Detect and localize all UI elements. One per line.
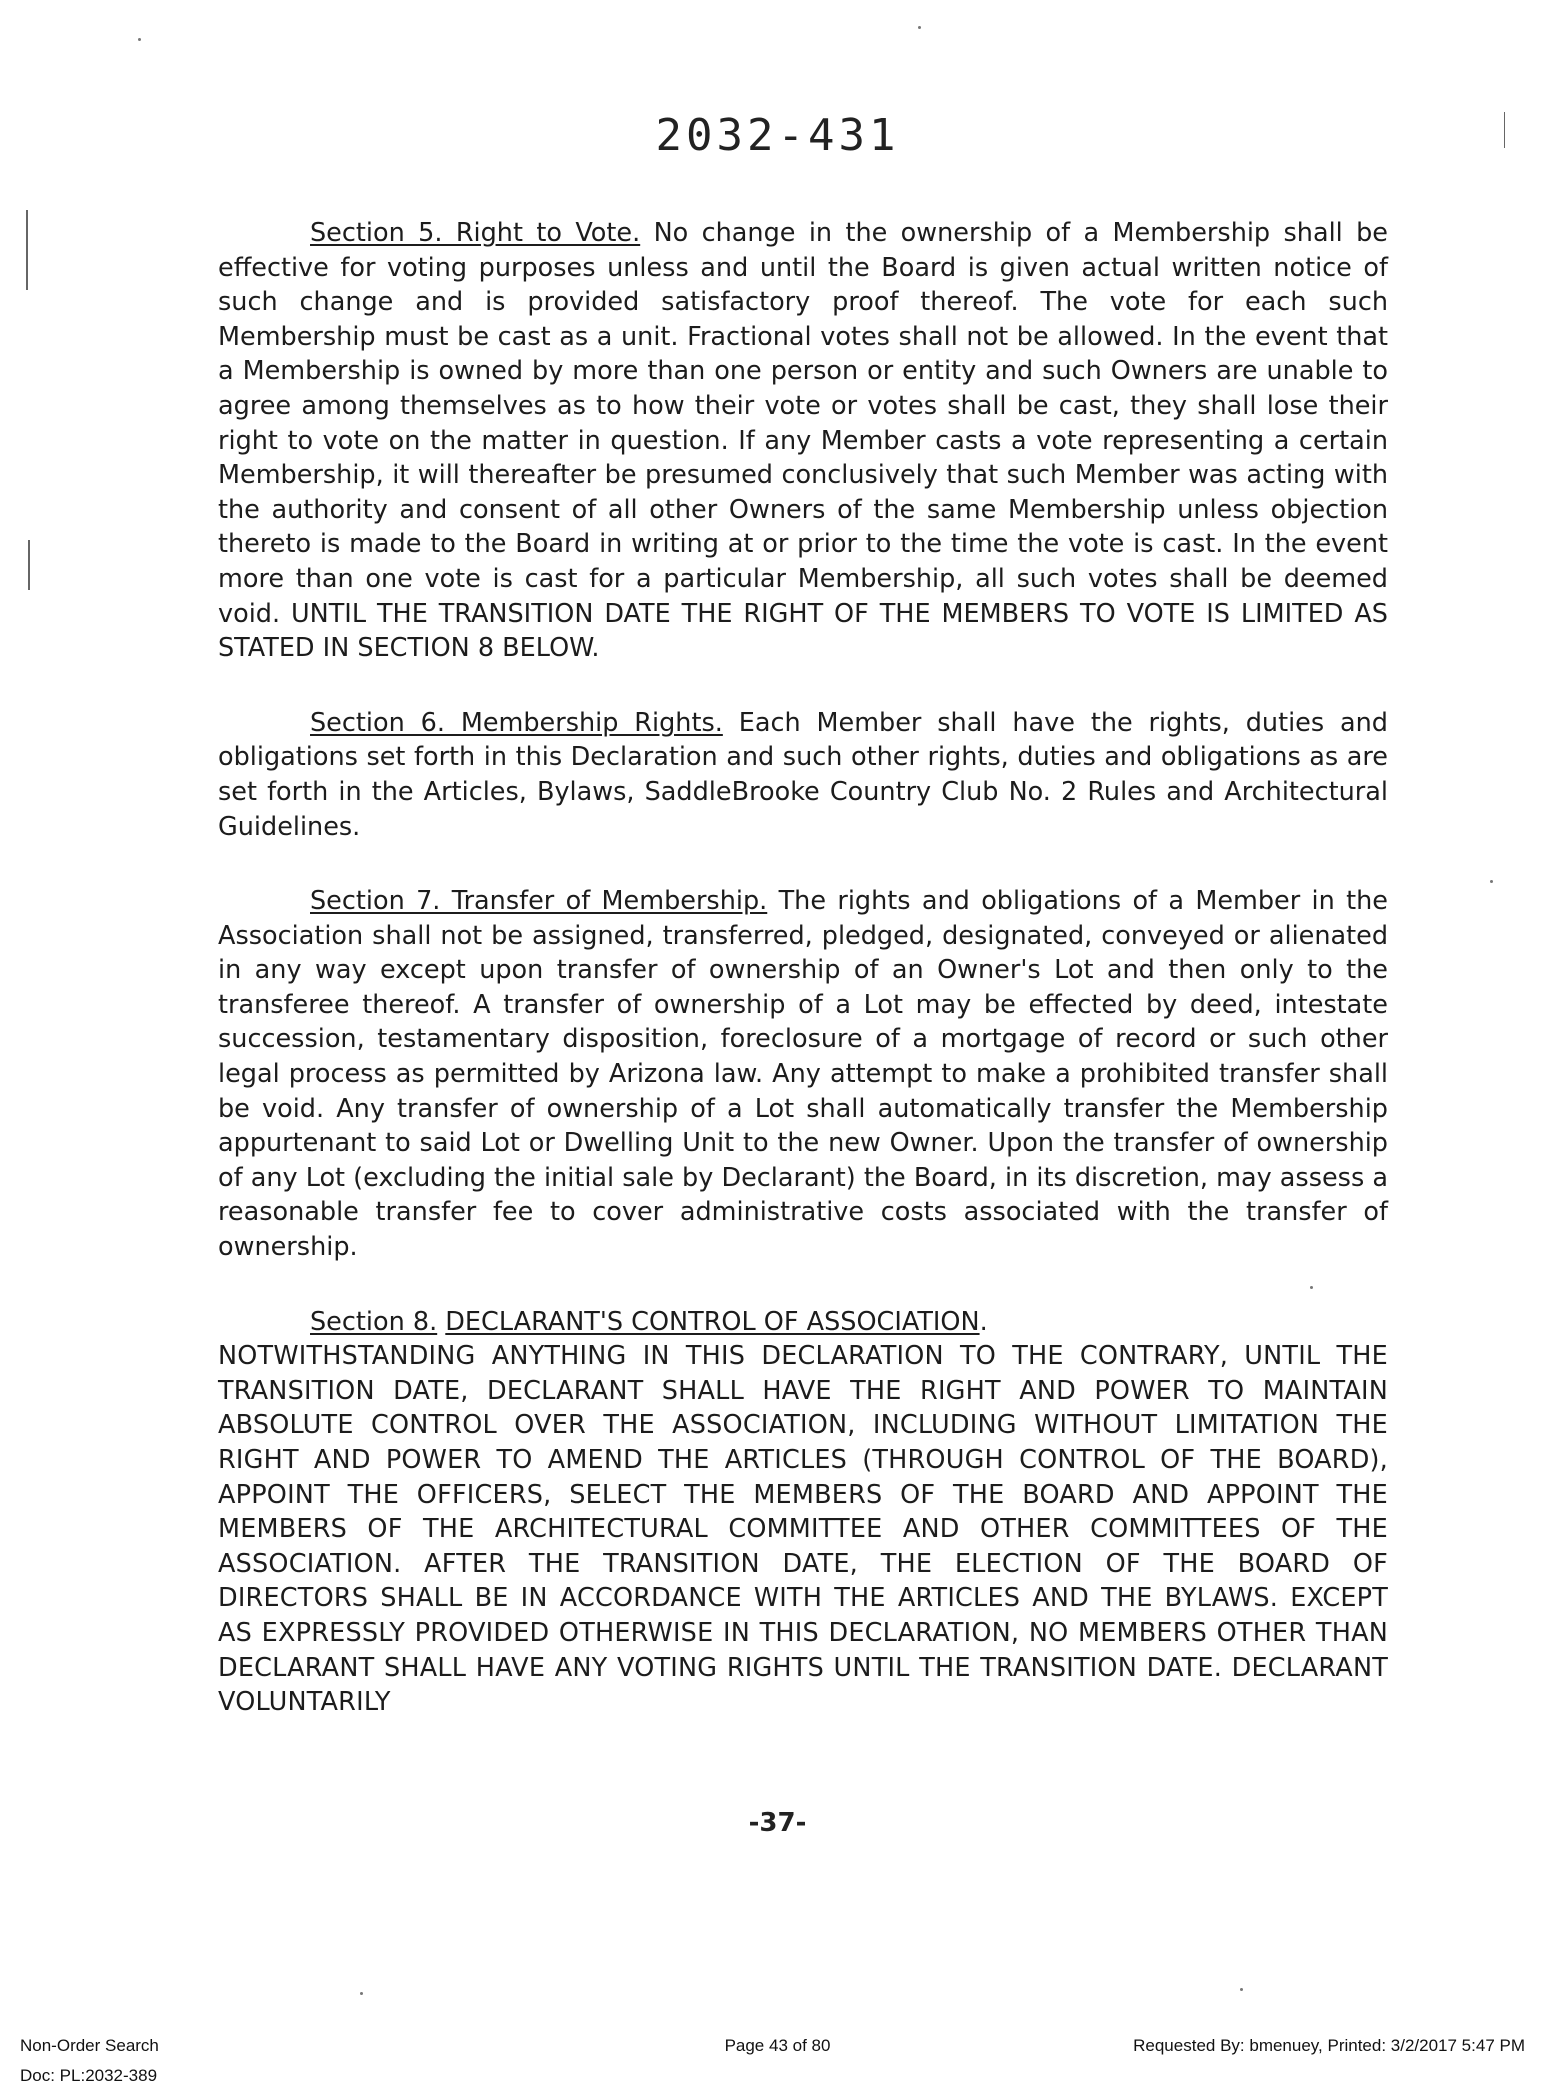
section-8: Section 8. DECLARANT'S CONTROL OF ASSOCIATION. xyxy=(310,1306,988,1337)
section-8-heading-title: DECLARANT'S CONTROL OF ASSOCIATION xyxy=(445,1306,980,1337)
scan-speck xyxy=(360,1992,363,1995)
footer-requested-by: Requested By: bmenuey, Printed: 3/2/2017 5:47 PM xyxy=(1133,2036,1525,2055)
section-7-heading: Section 7. Transfer of Membership. xyxy=(310,886,768,917)
section-6-text: Each Member shall have the rights, duties and obligations set forth in this Declaration and such other rights, duties and obligations as are set forth in the Articles, Bylaws, SaddleBrooke Country Club No. 2 Rules and Architectural Guidelines. xyxy=(218,707,1388,842)
document-body xyxy=(218,216,1388,1760)
footer-doc-ref: Doc: PL:2032-389 xyxy=(20,2066,158,2085)
scan-speck xyxy=(918,26,921,29)
scan-speck xyxy=(1240,1988,1243,1991)
section-5-heading: Section 5. Right to Vote. xyxy=(310,218,641,248)
footer-page-info: Page 43 of 80 xyxy=(724,2036,831,2055)
section-6-heading: Section 6. Membership Rights. xyxy=(310,707,723,738)
section-5-text: No change in the ownership of a Membership shall be effective for voting purposes unless and until the Board is given actual written notice of such change and is provided satisfactory proof thereof. The vote for each such Membership must be cast as a unit. Fractional votes shall not be allowed. In the event that a Membership is owned by more than one person or entity and such Owners are unable to agree among themselves as to how their vote or votes shall be cast, they shall lose their right to vote on the matter in question. If any Member casts a vote representing a certain Membership, it will thereafter be presumed conclusively that such Member was acting with the authority and consent of all other Owners of the same Membership unless objection thereto is made to the Board in writing at or prior to the time the vote is cast. In the event more than one vote is cast for a particular Membership, all such votes shall be deemed void. UNTIL THE TRANSITION DATE THE RIGHT OF THE MEMBERS TO VOTE IS LIMITED AS STATED IN SECTION 8 BELOW. xyxy=(218,218,1388,664)
recording-number: 2032-431 xyxy=(655,110,900,161)
section-5 xyxy=(218,216,1388,666)
page-number: -37- xyxy=(748,1808,807,1838)
scan-speck xyxy=(138,38,141,41)
section-8-text: NOTWITHSTANDING ANYTHING IN THIS DECLARATION TO THE CONTRARY, UNTIL THE TRANSITION DATE, DECLARANT SHALL HAVE THE RIGHT AND POWER TO MAINTAIN ABSOLUTE CONTROL OVER THE ASSOCIATION, INCLUDING WITHOUT LIMITATION THE RIGHT AND POWER TO AMEND THE ARTICLES (THROUGH CONTROL OF THE BOARD), APPOINT THE OFFICERS, SELECT THE MEMBERS OF THE BOARD AND APPOINT THE MEMBERS OF THE ARCHITECTURAL COMMITTEE AND OTHER COMMITTEES OF THE ASSOCIATION. AFTER THE TRANSITION DATE, THE ELECTION OF THE BOARD OF DIRECTORS SHALL BE IN ACCORDANCE WITH THE ARTICLES AND THE BYLAWS. EXCEPT AS EXPRESSLY PROVIDED OTHERWISE IN THIS DECLARATION, NO MEMBERS OTHER THAN DECLARANT SHALL HAVE ANY VOTING RIGHTS UNTIL THE TRANSITION DATE. DECLARANT VOLUNTARILY xyxy=(218,1341,1388,1718)
scan-speck xyxy=(1490,880,1493,883)
section-7-text: The rights and obligations of a Member in the Association shall not be assigned, transferred, pledged, designated, conveyed or alienated in any way except upon transfer of ownership of an Owner's Lot and then only to the transferee thereof. A transfer of ownership of a Lot may be effected by deed, intestate succession, testamentary disposition, foreclosure of a mortgage of record or such other legal process as permitted by Arizona law. Any attempt to make a prohibited transfer shall be void. Any transfer of ownership of a Lot shall automatically transfer the Membership appurtenant to said Lot or Dwelling Unit to the new Owner. Upon the transfer of ownership of any Lot (excluding the initial sale by Declarant) the Board, in its discretion, may assess a reasonable transfer fee to cover administrative costs associated with the transfer of ownership. xyxy=(218,886,1388,1263)
scan-margin-mark xyxy=(26,210,28,290)
section-8-heading-prefix: Section 8. xyxy=(310,1306,438,1337)
section-6 xyxy=(218,706,1388,844)
scan-margin-mark xyxy=(28,540,30,590)
footer-search-type: Non-Order Search xyxy=(20,2036,159,2055)
section-7 xyxy=(218,884,1388,1265)
